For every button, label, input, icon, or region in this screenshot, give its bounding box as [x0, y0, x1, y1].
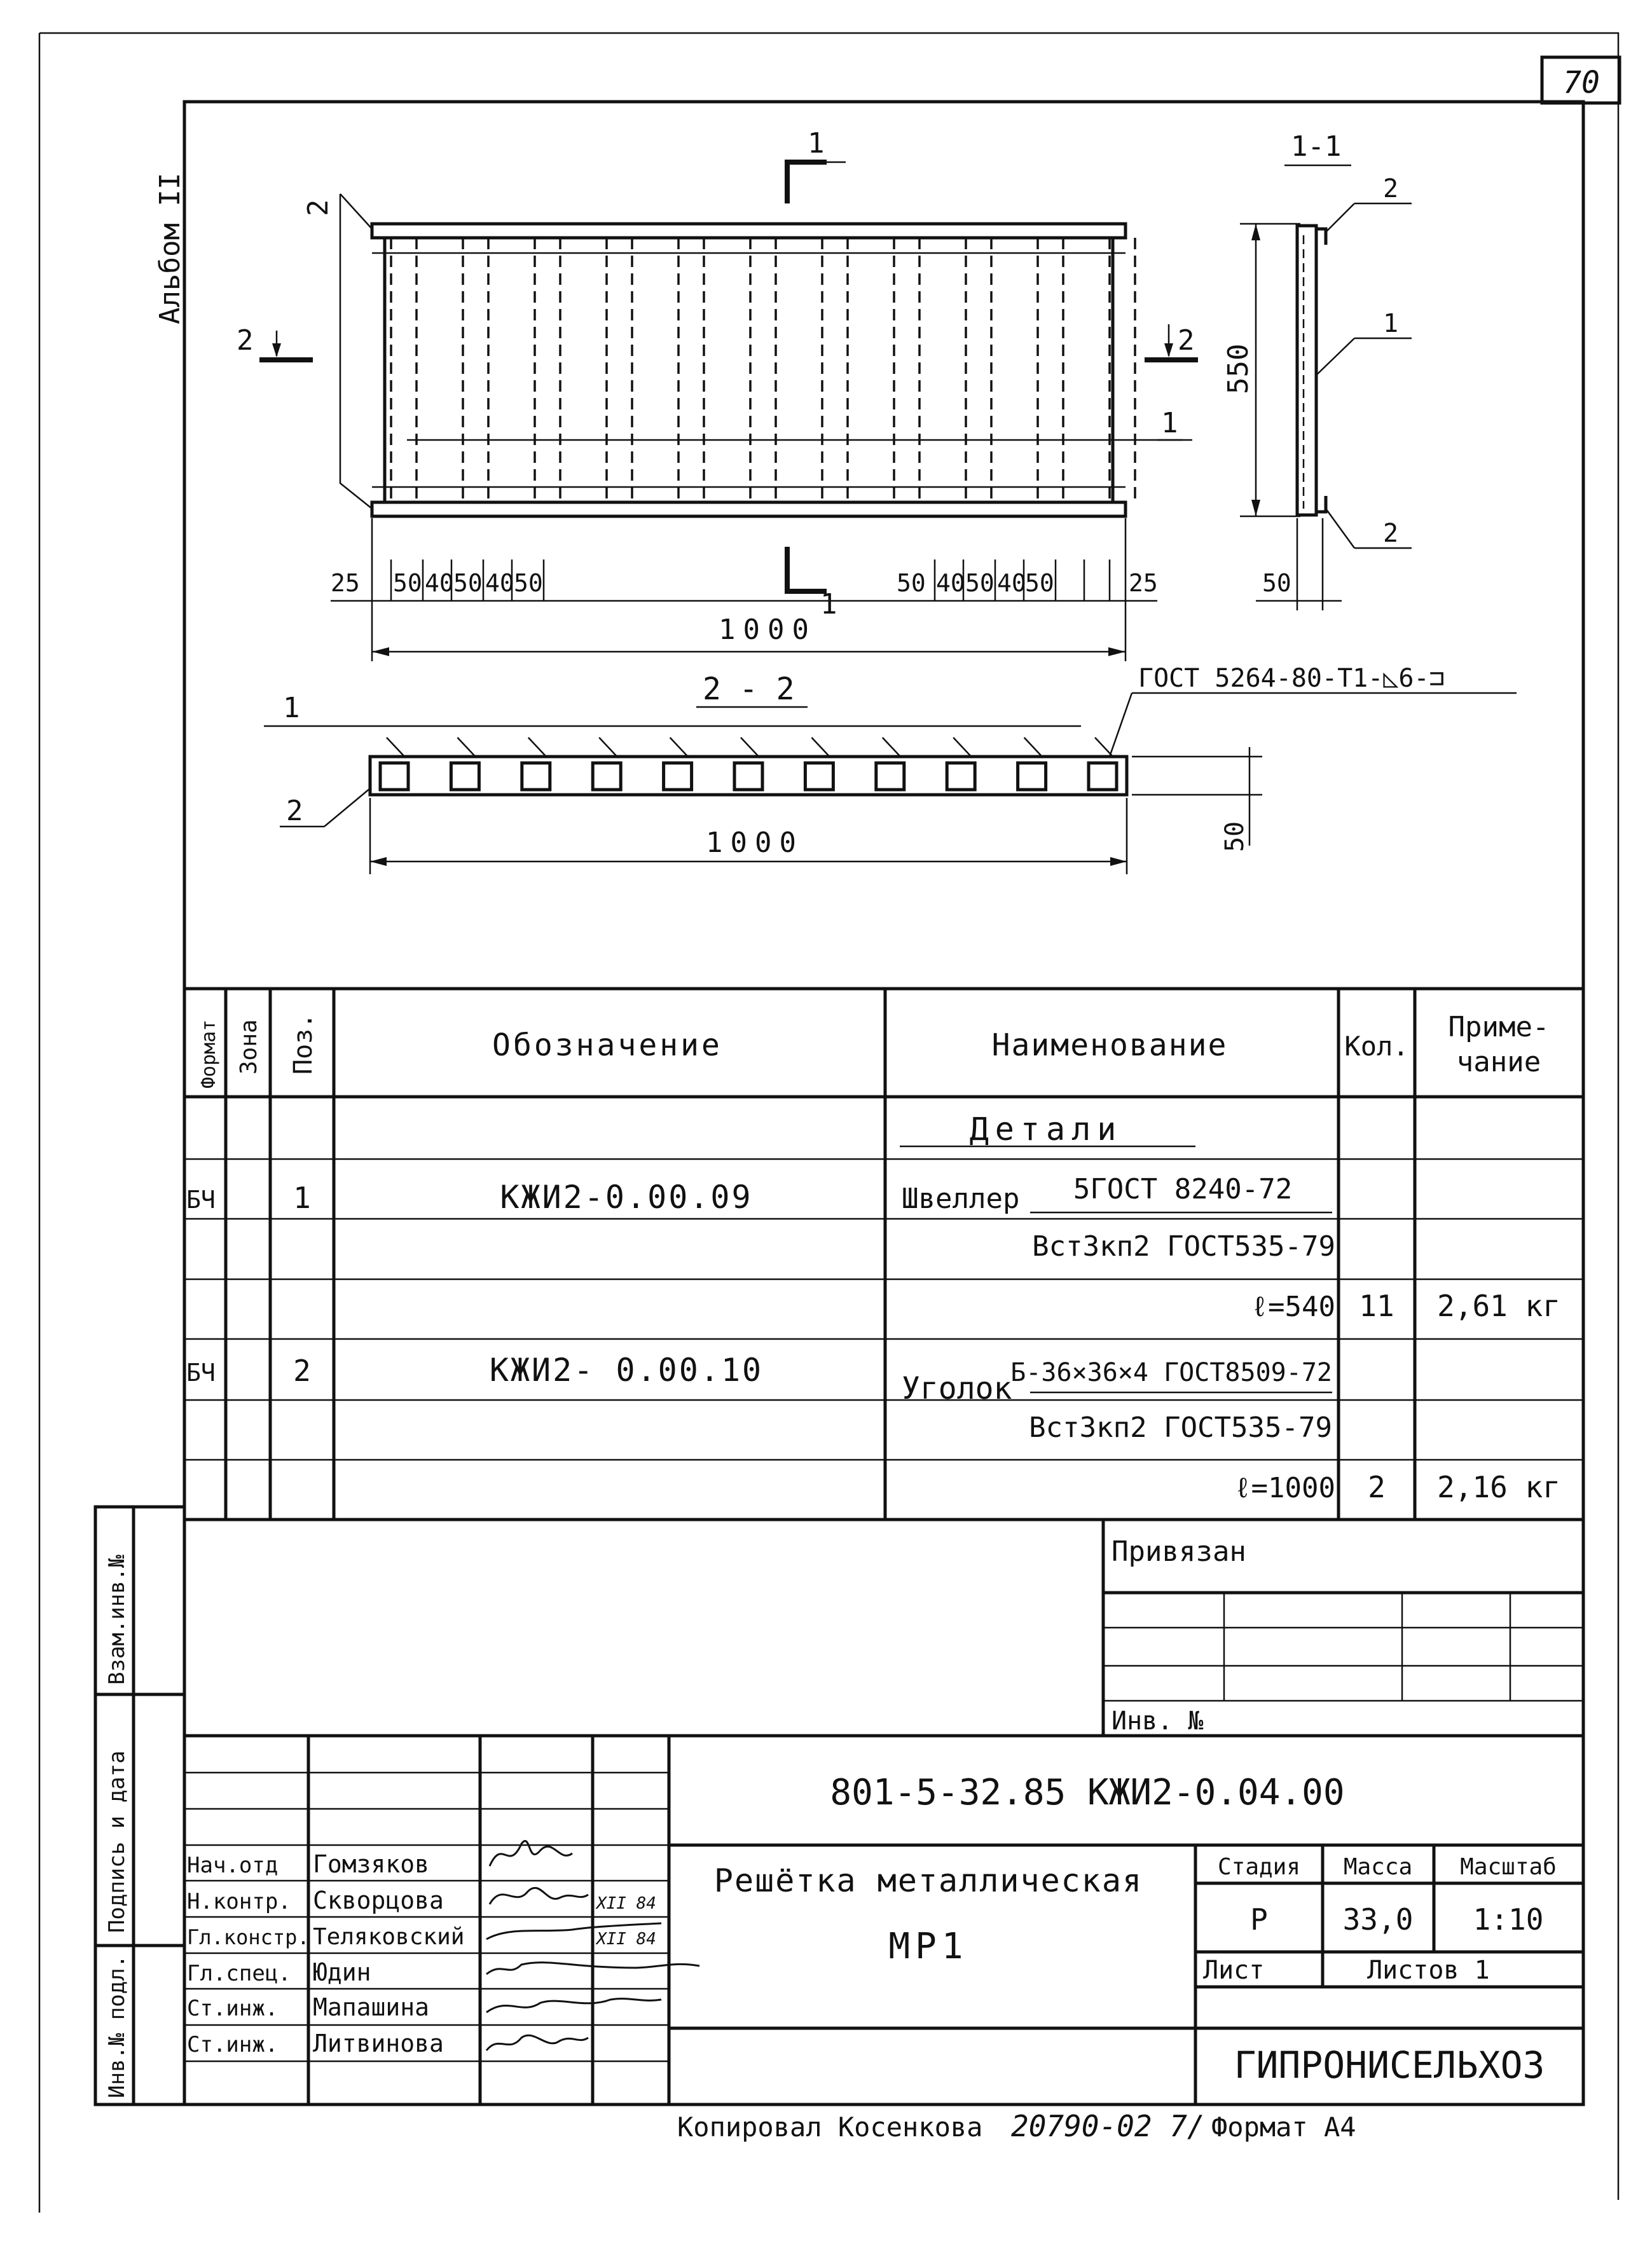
- weld-leader: [883, 738, 902, 758]
- footer-copied-by: Копировал Косенкова: [677, 2111, 983, 2143]
- doc-code: 801-5-32.85 КЖИ2-0.04.00: [830, 1772, 1345, 1813]
- section-2-2-height-dim: 50: [1220, 821, 1249, 852]
- header-note-line1: Приме-: [1448, 1011, 1550, 1043]
- item-2-name-prefix: Уголок: [902, 1371, 1012, 1406]
- item-2-note: 2,16 кг: [1437, 1470, 1560, 1504]
- svg-text:50: 50: [514, 569, 543, 597]
- item-1-qty: 11: [1359, 1289, 1394, 1323]
- section-2-2: [264, 693, 1517, 874]
- item-2-qty: 2: [1368, 1470, 1386, 1504]
- svg-text:25: 25: [1129, 569, 1158, 597]
- section-2-2-total-dim: 1000: [706, 827, 804, 859]
- svg-text:40: 40: [425, 569, 454, 597]
- plan-pos-2-label: 2: [302, 199, 334, 216]
- section-channel-profile: [522, 763, 550, 790]
- section-channel-profile: [380, 763, 408, 790]
- item-2-designation: КЖИ2- 0.00.10: [489, 1352, 764, 1389]
- footer-order-no: 20790-02 7/: [1011, 2109, 1205, 2143]
- item-1-name-bottom: Вст3кп2 ГОСТ535-79: [1032, 1230, 1335, 1263]
- plan-total-dim: 1000: [719, 614, 816, 646]
- plan-cut-mark-right: 2: [1178, 324, 1195, 357]
- stage-value: Р: [1250, 1902, 1268, 1937]
- weld-note: ГОСТ 5264-80-Т1-◺6-⊐: [1138, 664, 1445, 693]
- item-2-name-bottom: Вст3кп2 ГОСТ535-79: [1029, 1411, 1332, 1444]
- sig-name-5: Мапашина: [313, 1993, 430, 2021]
- sig-name-6: Литвинова: [313, 2029, 444, 2057]
- weld-leader: [457, 738, 476, 758]
- sig-role-6: Ст.инж.: [187, 2032, 279, 2057]
- section-channel-profile: [805, 763, 833, 790]
- svg-text:25: 25: [331, 569, 360, 597]
- section-1-1-pos-2-bottom: 2: [1383, 519, 1399, 548]
- weld-leader: [528, 738, 547, 758]
- title-line2: МР1: [888, 1926, 968, 1967]
- weld-leader: [1024, 738, 1043, 758]
- section-1-1-width-dim: 50: [1262, 569, 1291, 597]
- sig-date-3: XII 84: [596, 1930, 656, 1949]
- privyazan-inv-label: Инв. №: [1112, 1706, 1204, 1736]
- section-channel-profile: [1089, 763, 1117, 790]
- sig-role-1: Нач.отд: [187, 1853, 279, 1878]
- scale-label: Масштаб: [1460, 1854, 1557, 1880]
- weld-leader: [741, 738, 760, 758]
- svg-text:40: 40: [936, 569, 965, 597]
- sig-name-2: Скворцова: [313, 1886, 444, 1914]
- plan-dims-right: [897, 569, 1158, 597]
- svg-text:50: 50: [393, 569, 422, 597]
- section-channel-profile: [1018, 763, 1046, 790]
- weld-leader: [1095, 738, 1114, 758]
- header-format: Формат: [198, 1019, 220, 1088]
- header-qty: Кол.: [1344, 1031, 1409, 1062]
- section-channel-profile: [734, 763, 762, 790]
- sig-name-1: Гомзяков: [313, 1850, 430, 1878]
- item-1-name-top: 5ГОСТ 8240-72: [1073, 1173, 1293, 1205]
- item-1-length: ℓ=540: [1251, 1291, 1335, 1323]
- section-1-1-title: 1-1: [1291, 130, 1342, 163]
- svg-text:50: 50: [1025, 569, 1054, 597]
- section-channels: [380, 763, 1117, 790]
- album-label: Альбом II: [154, 172, 186, 324]
- sig-role-4: Гл.спец.: [187, 1961, 291, 1986]
- sig-date-2: XII 84: [596, 1894, 656, 1913]
- item-2-pos: 2: [293, 1354, 311, 1388]
- item-1-note: 2,61 кг: [1437, 1289, 1560, 1323]
- side-inv-podl: Инв.№ подл.: [104, 1954, 130, 2098]
- section-2-2-pos-2: 2: [286, 795, 303, 827]
- svg-text:50: 50: [897, 569, 926, 597]
- section-2-2-title: 2 - 2: [703, 671, 795, 707]
- header-zone: Зона: [236, 1019, 262, 1075]
- privyazan-title: Привязан: [1112, 1535, 1246, 1568]
- item-2-name-top: Б-36×36×4 ГОСТ8509-72: [1010, 1358, 1332, 1387]
- svg-text:40: 40: [485, 569, 514, 597]
- scale-value: 1:10: [1473, 1902, 1544, 1937]
- plan-section-mark-top: 1: [808, 127, 825, 160]
- sig-name-3: Теляковский: [313, 1924, 465, 1950]
- plan-cut-mark-left: 2: [237, 324, 254, 357]
- weld-leader: [599, 738, 618, 758]
- sig-name-4: Юдин: [313, 1958, 371, 1986]
- section-title-details: Детали: [969, 1111, 1123, 1148]
- plan-height-dim: 550: [1222, 343, 1255, 394]
- header-note-line2: чание: [1456, 1046, 1541, 1078]
- svg-text:40: 40: [997, 569, 1026, 597]
- section-channel-profile: [451, 763, 479, 790]
- item-1-name-prefix: Швеллер: [902, 1183, 1020, 1215]
- mass-value: 33,0: [1342, 1902, 1414, 1937]
- plan-channels: [391, 238, 1135, 502]
- item-1-format: БЧ: [186, 1186, 216, 1214]
- header-pos: Поз.: [289, 1013, 318, 1075]
- section-channel-profile: [947, 763, 975, 790]
- item-2-length: ℓ=1000: [1234, 1472, 1335, 1504]
- header-designation: Обозначение: [492, 1027, 722, 1063]
- sheet-number: 70: [1563, 65, 1600, 100]
- sheet-label: Лист: [1203, 1956, 1265, 1985]
- sig-role-3: Гл.констр.: [187, 1925, 310, 1949]
- section-channel-profile: [593, 763, 621, 790]
- weld-leader: [387, 738, 406, 758]
- plan-section-mark-bottom: 1: [820, 588, 837, 621]
- side-vzam-inv: Взам.инв.№: [104, 1555, 130, 1685]
- section-channel-profile: [664, 763, 692, 790]
- footer-format: Формат А4: [1211, 2111, 1356, 2143]
- item-2-format: БЧ: [186, 1359, 216, 1387]
- organization: ГИПРОНИСЕЛЬХОЗ: [1234, 2043, 1545, 2087]
- spec-table-grid: [184, 989, 1583, 1520]
- sig-role-5: Ст.инж.: [187, 1996, 279, 2021]
- header-name: Наименование: [991, 1027, 1228, 1063]
- side-podpis-data: Подпись и дата: [104, 1750, 130, 1933]
- weld-leader: [670, 738, 689, 758]
- section-weld-marks: [387, 738, 1114, 758]
- section-1-1-pos-1: 1: [1383, 309, 1399, 338]
- section-channel-profile: [876, 763, 904, 790]
- sig-role-2: Н.контр.: [187, 1889, 291, 1914]
- section-1-1-pos-2-top: 2: [1383, 174, 1399, 203]
- item-1-pos: 1: [293, 1181, 311, 1215]
- svg-text:50: 50: [965, 569, 995, 597]
- mass-label: Масса: [1343, 1854, 1413, 1880]
- section-2-2-pos-1: 1: [283, 692, 300, 724]
- stage-label: Стадия: [1217, 1854, 1301, 1880]
- weld-leader: [953, 738, 972, 758]
- svg-text:50: 50: [453, 569, 483, 597]
- item-1-designation: КЖИ2-0.00.09: [500, 1179, 753, 1216]
- sheets-label: Листов 1: [1367, 1956, 1490, 1985]
- plan-pos-1-label: 1: [1161, 407, 1178, 439]
- title-line1: Решётка металлическая: [713, 1862, 1143, 1899]
- weld-leader: [811, 738, 830, 758]
- plan-dims-left: [331, 569, 543, 597]
